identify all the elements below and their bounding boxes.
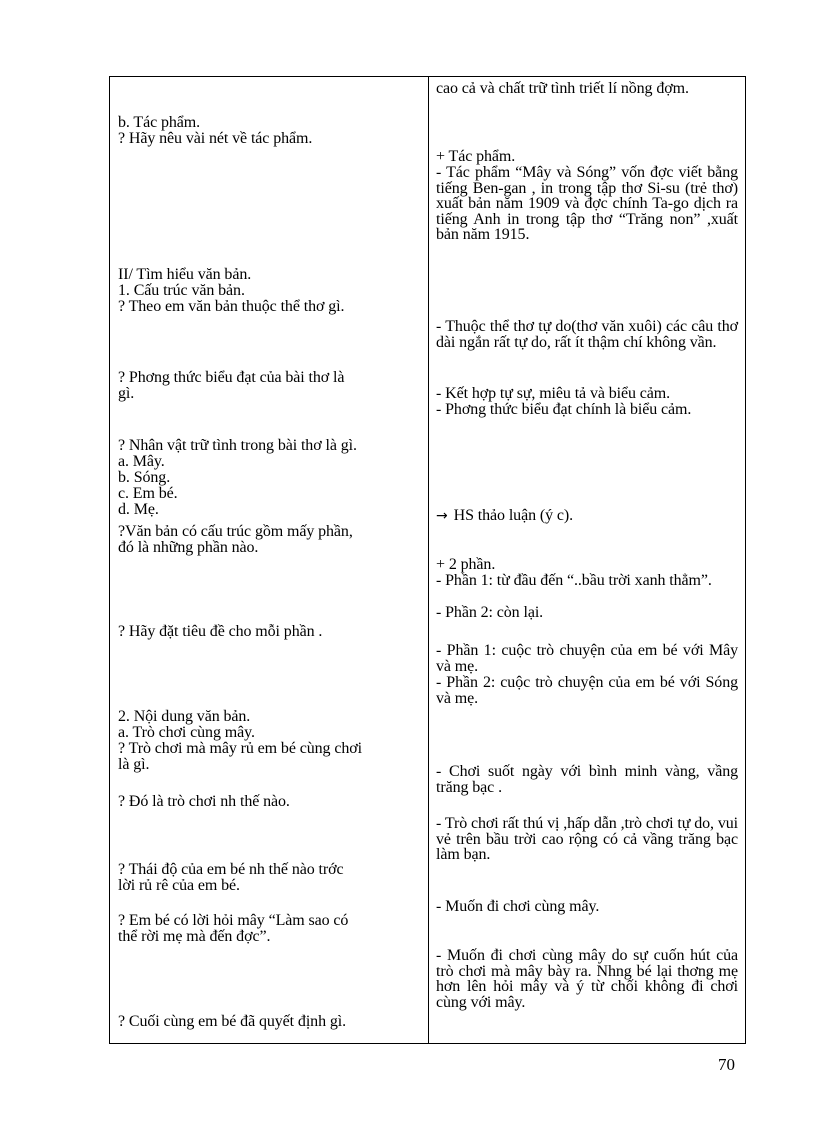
left-text: a. Trò chơi cùng mây. xyxy=(118,724,255,741)
right-text: - Trò chơi rất thú vị ,hấp dẫn ,trò chơi tự do, vui vẻ trên bầu trời cao rộng có cả vầng trăng bạc làm bạn. xyxy=(436,815,738,863)
left-text: 1. Cấu trúc văn bản. xyxy=(118,282,245,299)
left-text: ? Em bé có lời hỏi mây “Làm sao có xyxy=(118,912,349,929)
section-heading: 2. Nội dung văn bản. xyxy=(118,708,251,725)
left-text: ? Theo em văn bản thuộc thể thơ gì. xyxy=(118,298,345,315)
right-text: - Phần 1: cuộc trò chuyện của em bé với Mây và mẹ. xyxy=(436,642,738,675)
arrow-icon: → xyxy=(436,508,448,524)
left-text: a. Mây. xyxy=(118,453,165,470)
left-text: lời rủ rê của em bé. xyxy=(118,877,240,894)
right-text: - Chơi suốt ngày với bình minh vàng, vầng trăng bạc . xyxy=(436,763,738,796)
section-heading: II/ Tìm hiểu văn bản. xyxy=(118,266,252,283)
right-text: - Phơng thức biểu đạt chính là biểu cảm. xyxy=(436,401,692,418)
left-text: ? Cuối cùng em bé đã quyết định gì. xyxy=(118,1013,347,1030)
right-text: - Tác phẩm “Mây và Sóng” vốn đợc viết bằng tiếng Ben-gan , in trong tập thơ Si-su (trẻ thơ) xuất bản năm 1909 và đợc chính Ta-go dịch ra tiếng Anh in trong tập thơ “Trăng non” ,xuất bản năm 1915. xyxy=(436,164,738,243)
right-text: - Muốn đi chơi cùng mây do sự cuốn hút của trò chơi mà mây bày ra. Nhng bé lại thơng mẹ hơn lên hỏi mây và ý từ chối không đi chơi cùng với mây. xyxy=(436,947,738,1011)
left-text: đó là những phần nào. xyxy=(118,539,259,556)
right-text: + Tác phẩm. xyxy=(436,148,516,165)
right-text: - Thuộc thể thơ tự do(thơ văn xuôi) các câu thơ dài ngắn rất tự do, rất ít thậm chí không vần. xyxy=(436,318,738,351)
left-text: ?Văn bản có cấu trúc gồm mấy phần, xyxy=(118,523,353,540)
left-text: ? Hãy đặt tiêu đề cho mỗi phần . xyxy=(118,623,323,640)
left-text: c. Em bé. xyxy=(118,485,178,502)
right-text xyxy=(436,508,738,525)
left-text: d. Mẹ. xyxy=(118,501,159,518)
right-text: - Kết hợp tự sự, miêu tả và biểu cảm. xyxy=(436,385,671,402)
left-text: thể rời mẹ mà đến đợc”. xyxy=(118,928,271,945)
lesson-table xyxy=(109,76,746,1044)
column-divider xyxy=(428,77,429,1043)
right-text: - Muốn đi chơi cùng mây. xyxy=(436,898,600,915)
left-text: ? Thái độ của em bé nh thế nào trớc xyxy=(118,861,344,878)
page-number: 70 xyxy=(718,1055,735,1074)
right-text: HS thảo luận (ý c). xyxy=(453,507,574,524)
left-text: ? Đó là trò chơi nh thế nào. xyxy=(118,793,290,810)
left-text: là gì. xyxy=(118,756,150,773)
left-text: ? Trò chơi mà mây rủ em bé cùng chơi xyxy=(118,740,362,757)
right-text: - Phần 1: từ đầu đến “..bầu trời xanh thẳm”. xyxy=(436,572,712,589)
right-text: - Phần 2: cuộc trò chuyện của em bé với Sóng và mẹ. xyxy=(436,674,738,707)
left-text: b. Tác phẩm. xyxy=(118,114,201,131)
right-text: - Phần 2: còn lại. xyxy=(436,604,544,621)
left-text: gì. xyxy=(118,385,135,402)
left-text: b. Sóng. xyxy=(118,469,171,486)
left-text: ? Phơng thức biểu đạt của bài thơ là xyxy=(118,369,345,386)
right-text: cao cả và chất trữ tình triết lí nồng đợm. xyxy=(436,80,689,97)
right-text: + 2 phần. xyxy=(436,556,496,573)
left-text: ? Hãy nêu vài nét về tác phẩm. xyxy=(118,130,313,147)
left-text: ? Nhân vật trữ tình trong bài thơ là gì. xyxy=(118,437,357,454)
